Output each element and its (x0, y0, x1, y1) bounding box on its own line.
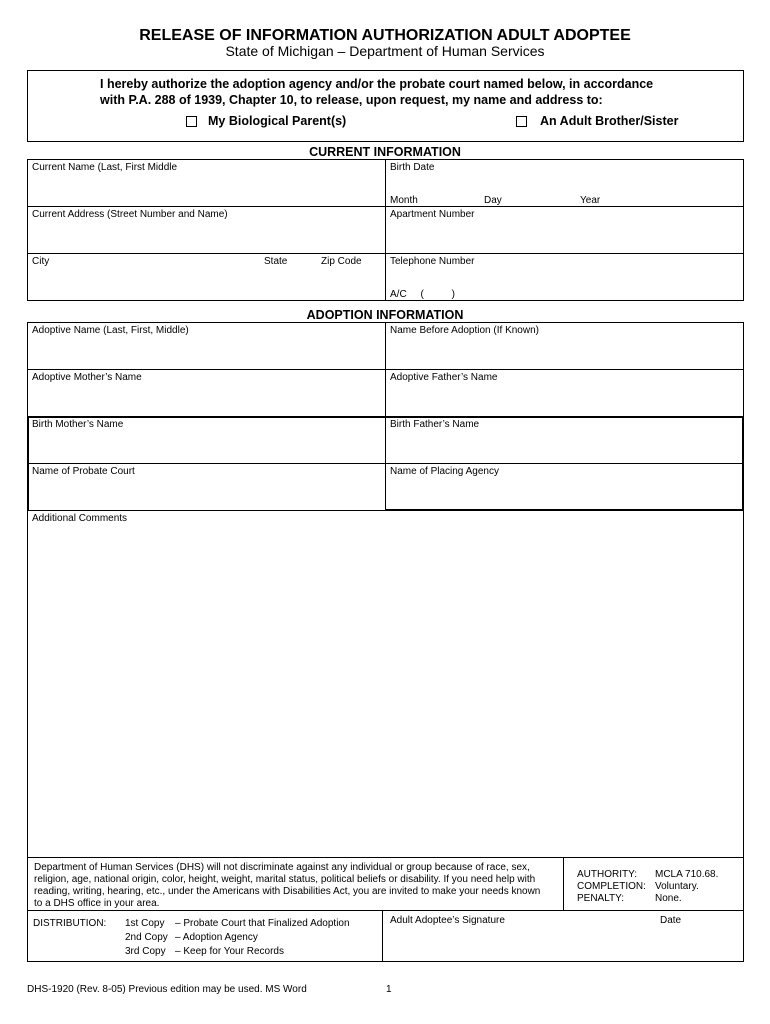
authority-value: MCLA 710.68. (655, 869, 719, 880)
notice-line-1: Department of Human Services (DHS) will not discriminate against any individual or group because of race, sex, (34, 862, 530, 873)
adoptive-name-field[interactable] (27, 322, 386, 370)
probate-court-label: Name of Probate Court (32, 466, 135, 477)
notice-line-2: religion, age, national origin, color, height, weight, marital status, political beliefs or disability. If you need help with (34, 874, 536, 885)
birth-date-field[interactable] (385, 159, 744, 207)
date-label: Date (660, 915, 682, 926)
additional-comments-label: Additional Comments (32, 513, 128, 524)
name-before-adoption-label: Name Before Adoption (If Known) (390, 325, 539, 336)
current-name-label: Current Name (Last, First Middle (32, 162, 178, 173)
completion-label: COMPLETION: (577, 881, 646, 892)
telephone-field[interactable] (385, 253, 744, 301)
area-code-label: A/C ( ) (390, 289, 456, 300)
year-label: Year (580, 195, 601, 206)
biological-parents-label: My Biological Parent(s) (208, 114, 347, 128)
distribution-dest-1: – Probate Court that Finalized Adoption (175, 918, 350, 929)
adoptive-name-label: Adoptive Name (Last, First, Middle) (32, 325, 189, 336)
authority-box (563, 857, 744, 911)
current-name-field[interactable] (27, 159, 386, 207)
page-number: 1 (386, 984, 392, 995)
signature-field[interactable] (382, 910, 744, 962)
form-title: RELEASE OF INFORMATION AUTHORIZATION ADULT ADOPTEE (139, 27, 631, 44)
placing-agency-label: Name of Placing Agency (390, 466, 499, 477)
city-label: City (32, 256, 50, 267)
distribution-dest-2: – Adoption Agency (175, 932, 258, 943)
adoptive-mother-field[interactable] (27, 369, 386, 417)
authorization-line-1: I hereby authorize the adoption agency and/or the probate court named below, in accordance (100, 77, 654, 91)
distribution-box (27, 910, 383, 962)
birth-date-label: Birth Date (390, 162, 435, 173)
distribution-copy-3: 3rd Copy (125, 946, 166, 957)
probate-court-field[interactable] (27, 463, 386, 511)
notice-line-4: to a DHS office in your area. (34, 898, 160, 909)
adoptive-father-label: Adoptive Father’s Name (390, 372, 498, 383)
form-subtitle: State of Michigan – Department of Human Services (225, 43, 545, 59)
current-information-heading: CURRENT INFORMATION (309, 145, 461, 159)
distribution-copy-1: 1st Copy (125, 918, 165, 929)
telephone-label: Telephone Number (390, 256, 475, 267)
signature-label: Adult Adoptee’s Signature (390, 915, 505, 926)
birth-mother-label: Birth Mother’s Name (32, 419, 124, 430)
form-id: DHS-1920 (Rev. 8-05) Previous edition may be used. MS Word (27, 984, 307, 995)
penalty-label: PENALTY: (577, 893, 625, 904)
current-address-label: Current Address (Street Number and Name) (32, 209, 228, 220)
distribution-label: DISTRIBUTION: (33, 918, 107, 929)
current-address-field[interactable] (27, 206, 386, 254)
adoptive-father-field[interactable] (385, 369, 744, 417)
non-discrimination-notice (27, 857, 564, 911)
biological-parents-checkbox[interactable] (186, 116, 197, 127)
authority-label: AUTHORITY: (577, 869, 638, 880)
notice-line-3: reading, writing, hearing, etc., under the Americans with Disabilities Act, you are invited to make your needs known (34, 886, 541, 897)
month-label: Month (390, 195, 418, 206)
birth-father-field[interactable] (385, 416, 744, 464)
distribution-copy-2: 2nd Copy (125, 932, 168, 943)
zip-code-label: Zip Code (321, 256, 362, 267)
adoption-information-heading: ADOPTION INFORMATION (306, 308, 464, 322)
apartment-number-label: Apartment Number (390, 209, 475, 220)
birth-mother-field[interactable] (27, 416, 386, 464)
day-label: Day (484, 195, 502, 206)
authorization-line-2: with P.A. 288 of 1939, Chapter 10, to release, upon request, my name and address to: (100, 93, 603, 107)
adult-sibling-label: An Adult Brother/Sister (540, 114, 679, 128)
penalty-value: None. (655, 893, 682, 904)
apartment-number-field[interactable] (385, 206, 744, 254)
authorization-text (100, 76, 653, 108)
state-label: State (264, 256, 288, 267)
distribution-dest-3: – Keep for Your Records (175, 946, 284, 957)
adult-sibling-checkbox[interactable] (516, 116, 527, 127)
placing-agency-field[interactable] (385, 463, 744, 511)
completion-value: Voluntary. (655, 881, 699, 892)
birth-father-label: Birth Father’s Name (390, 419, 480, 430)
additional-comments-field[interactable] (27, 510, 744, 858)
name-before-adoption-field[interactable] (385, 322, 744, 370)
adoptive-mother-label: Adoptive Mother’s Name (32, 372, 142, 383)
city-state-zip-field[interactable] (27, 253, 386, 301)
